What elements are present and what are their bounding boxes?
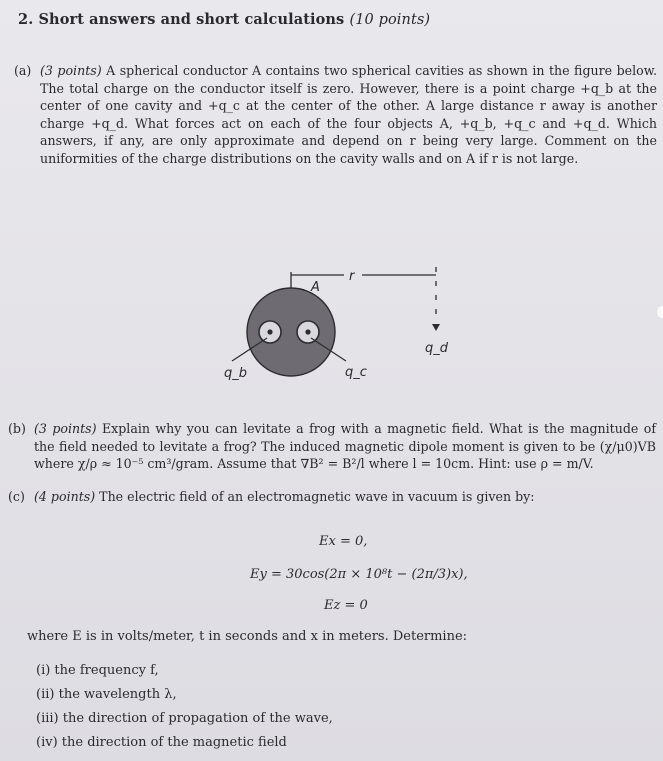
part-a-text: A spherical conductor A contains two spherical cavities as shown in the figure below. The total charge on the conductor itself is zero. However, there is a point charge +q_b at the center of one cavity and +q_c at the center of the other. A large distance r away is another charge +q_d. What forces act on each of the four objects A, +q_b, +q_c and +q_d. Which answers, if any, are only approximate and depend on r being very large. Comment on the uniformities of the charge distributions on the cavity walls and on A if r is not large. <box>40 63 658 166</box>
part-c <box>8 488 656 506</box>
part-c-body <box>8 488 656 506</box>
page-edge-notch <box>657 306 663 318</box>
label-r: r <box>349 269 355 284</box>
part-b-label: (b) <box>8 421 26 436</box>
part-b <box>8 420 656 473</box>
part-c-label: (c) <box>8 489 25 504</box>
question-item-2: (ii) the wavelength λ, <box>36 687 177 702</box>
charge-qb <box>267 329 272 334</box>
equation-ey: Ey = 30cos(2π × 10⁸t − (2π/3)x), <box>250 567 468 582</box>
where-statement: where E is in volts/meter, t in seconds and x in meters. Determine: <box>27 629 468 644</box>
part-a-label: (a) <box>14 63 32 78</box>
qd-point <box>432 324 440 331</box>
section-points: (10 points) <box>349 12 431 28</box>
label-qc: q_c <box>345 365 367 380</box>
part-b-body <box>8 420 656 473</box>
equation-ex: Ex = 0, <box>319 534 368 549</box>
part-a <box>14 62 657 168</box>
question-item-3: (iii) the direction of propagation of the wave, <box>36 711 333 726</box>
section-title-text: 2. Short answers and short calculations <box>18 11 345 28</box>
part-c-points: (4 points) <box>34 489 96 504</box>
question-item-4: (iv) the direction of the magnetic field <box>36 735 287 750</box>
equation-ez: Ez = 0 <box>324 598 368 613</box>
conductor-figure <box>0 250 663 400</box>
part-b-points: (3 points) <box>34 421 97 436</box>
label-qb: q_b <box>224 366 248 381</box>
part-a-body <box>14 62 657 168</box>
part-a-points: (3 points) <box>40 63 102 78</box>
part-b-text: Explain why you can levitate a frog with a magnetic field. What is the magnitude of the field needed to levitate a frog? The induced magnetic dipole moment is given to be (χ/μ0)VB where χ/ρ ≈ 10⁻⁵ cm³/gram. Assume that ∇B² = B²/l where l = 10cm. Hint: use ρ = m/V. <box>34 421 656 472</box>
section-title <box>18 11 430 28</box>
part-c-text: The electric field of an electromagnetic wave in vacuum is given by: <box>99 489 535 504</box>
label-qd: q_d <box>425 341 449 356</box>
question-item-1: (i) the frequency f, <box>36 663 159 678</box>
charge-qc <box>305 329 310 334</box>
label-A: A <box>311 280 320 295</box>
